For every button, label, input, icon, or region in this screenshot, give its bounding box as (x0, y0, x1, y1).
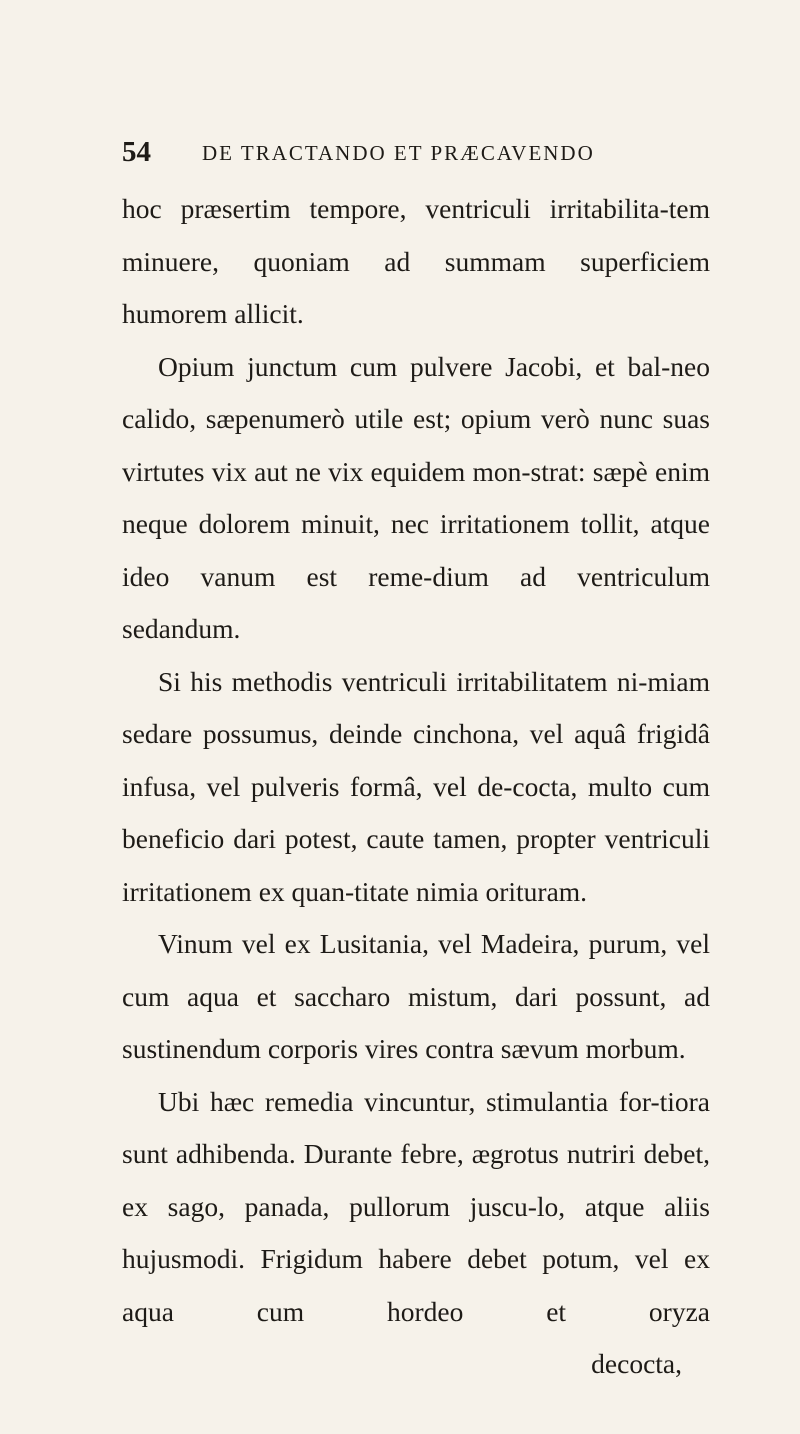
catchword: decocta, (591, 1348, 682, 1379)
paragraph-3: Si his methodis ventriculi irritabilitatem ni-miam sedare possumus, deinde cinchona, vel aquâ frigidâ infusa, vel pulveris formâ, vel de-cocta, multo cum beneficio dari potest, caute tamen, propter ventriculi irritationem ex quan-titate nimia orituram. (122, 665, 710, 907)
paragraph-2: Opium junctum cum pulvere Jacobi, et bal-neo calido, sæpenumerò utile est; opium verò nunc suas virtutes vix aut ne vix equidem mon-strat: sæpè enim neque dolorem minuit, nec irritationem tollit, atque ideo vanum est reme-dium ad ventriculum sedandum. (122, 350, 710, 644)
running-head (122, 136, 740, 168)
page-number: 54 (122, 136, 151, 168)
paragraph-4: Vinum vel ex Lusitania, vel Madeira, purum, vel cum aqua et saccharo mistum, dari possunt, ad sustinendum corporis vires contra sævum morbum. (122, 928, 710, 1064)
running-head-title: DE TRACTANDO ET PRÆCAVENDO (202, 141, 595, 165)
paragraph-5: Ubi hæc remedia vincuntur, stimulantia for-tiora sunt adhibenda. Durante febre, ægrotus nutriri debet, ex sago, panada, pullorum juscu-lo, atque aliis hujusmodi. Frigidum habere debet potum, vel ex aqua cum hordeo et oryza (122, 1085, 710, 1327)
body-text (122, 183, 710, 1391)
paragraph-1: hoc præsertim tempore, ventriculi irritabilita-tem minuere, quoniam ad summam superficiem humorem allicit. (122, 193, 710, 329)
